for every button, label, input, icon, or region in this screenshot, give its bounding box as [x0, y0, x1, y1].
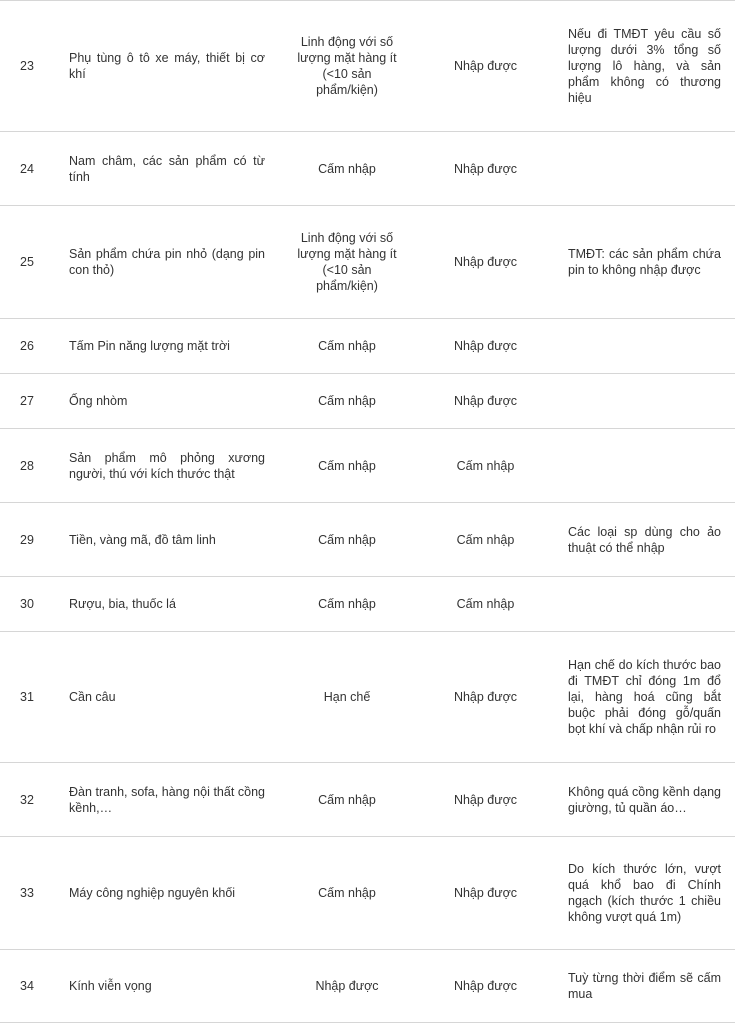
tmdt-status: Cấm nhập	[318, 161, 376, 176]
item-name: Phụ tùng ô tô xe máy, thiết bị cơ khí	[69, 51, 265, 81]
chinh-ngach-status: Nhập được	[453, 161, 518, 176]
row-number: 29	[20, 532, 34, 547]
row-number: 23	[20, 59, 34, 73]
note	[554, 374, 735, 429]
item-name: Kính viễn vọng	[69, 979, 152, 993]
note	[554, 319, 735, 374]
table-row	[0, 374, 735, 429]
tmdt-status: Linh động với số lượng mặt hàng ít (<10 sản phẩm/kiện)	[297, 35, 397, 97]
row-number: 34	[20, 979, 34, 993]
row-number: 31	[20, 690, 34, 704]
item-name: Đàn tranh, sofa, hàng nội thất cồng kềnh,…	[69, 784, 265, 815]
note: TMĐT: các sản phẩm chứa pin to không nhập được	[568, 247, 721, 277]
chinh-ngach-status: Cấm nhập	[456, 458, 515, 473]
tmdt-status: Hạn chế	[323, 690, 371, 704]
note: Không quá cồng kềnh dạng giường, tủ quần áo…	[568, 784, 721, 815]
table-row	[0, 429, 735, 503]
item-name: Sản phẩm mô phỏng xương người, thú với kích thước thật	[69, 450, 265, 481]
item-name: Nam châm, các sản phẩm có từ tính	[69, 153, 265, 184]
table-row	[0, 132, 735, 206]
note	[554, 429, 735, 503]
tmdt-status: Linh động với số lượng mặt hàng ít (<10 sản phẩm/kiện)	[297, 231, 397, 293]
table-row	[0, 206, 735, 319]
note: Do kích thước lớn, vượt quá khổ bao đi Chính ngạch (kích thước 1 chiều không vượt quá 1m)	[568, 862, 721, 924]
row-number: 33	[20, 886, 34, 900]
item-name: Cần câu	[69, 690, 116, 704]
note: Nếu đi TMĐT yêu cầu số lượng dưới 3% tổng số lượng lô hàng, và sản phẩm không có thương hiệu	[568, 27, 721, 105]
table-row	[0, 950, 735, 1023]
note: Tuỳ từng thời điểm sẽ cấm mua	[568, 971, 721, 1001]
chinh-ngach-status: Cấm nhập	[456, 597, 515, 611]
tmdt-status: Cấm nhập	[318, 458, 376, 473]
chinh-ngach-status: Nhập được	[453, 792, 518, 807]
table-body	[0, 1, 735, 1023]
row-number: 26	[20, 339, 34, 353]
tmdt-status: Cấm nhập	[318, 339, 376, 353]
row-number: 32	[20, 792, 34, 807]
tmdt-status: Nhập được	[315, 979, 379, 993]
table-row	[0, 319, 735, 374]
row-number: 27	[20, 394, 34, 408]
chinh-ngach-status: Nhập được	[453, 886, 518, 900]
chinh-ngach-status: Nhập được	[453, 690, 518, 704]
table-row	[0, 503, 735, 577]
note	[554, 577, 735, 632]
row-number: 24	[20, 161, 34, 176]
tmdt-status: Cấm nhập	[318, 394, 376, 408]
chinh-ngach-status: Nhập được	[453, 59, 518, 73]
note: Các loại sp dùng cho ảo thuật có thể nhập	[568, 524, 721, 555]
chinh-ngach-status: Nhập được	[453, 255, 518, 269]
item-name: Sản phẩm chứa pin nhỏ (dạng pin con thỏ)	[69, 247, 265, 277]
table-row	[0, 1, 735, 132]
tmdt-status: Cấm nhập	[318, 597, 376, 611]
row-number: 25	[20, 255, 34, 269]
note	[554, 132, 735, 206]
item-name: Máy công nghiệp nguyên khối	[69, 886, 236, 900]
chinh-ngach-status: Nhập được	[453, 339, 518, 353]
chinh-ngach-status: Nhập được	[453, 394, 518, 408]
item-name: Tấm Pin năng lượng mặt trời	[69, 339, 230, 353]
tmdt-status: Cấm nhập	[318, 532, 376, 547]
item-name: Tiền, vàng mã, đồ tâm linh	[69, 532, 216, 547]
row-number: 28	[20, 458, 34, 473]
table-row	[0, 837, 735, 950]
row-number: 30	[20, 597, 34, 611]
chinh-ngach-status: Cấm nhập	[456, 532, 515, 547]
item-name: Rượu, bia, thuốc lá	[69, 597, 176, 611]
tmdt-status: Cấm nhập	[318, 792, 376, 807]
item-name: Ống nhòm	[69, 394, 128, 408]
tmdt-status: Cấm nhập	[318, 886, 376, 900]
table-row	[0, 632, 735, 763]
chinh-ngach-status: Nhập được	[453, 979, 518, 993]
table-row	[0, 763, 735, 837]
table-row	[0, 577, 735, 632]
note: Hạn chế do kích thước bao đi TMĐT chỉ đóng 1m đổ lại, hàng hoá cũng bắt buộc phải đóng gỗ/quấn bọt khí và chấp nhận rủi ro	[568, 658, 721, 736]
